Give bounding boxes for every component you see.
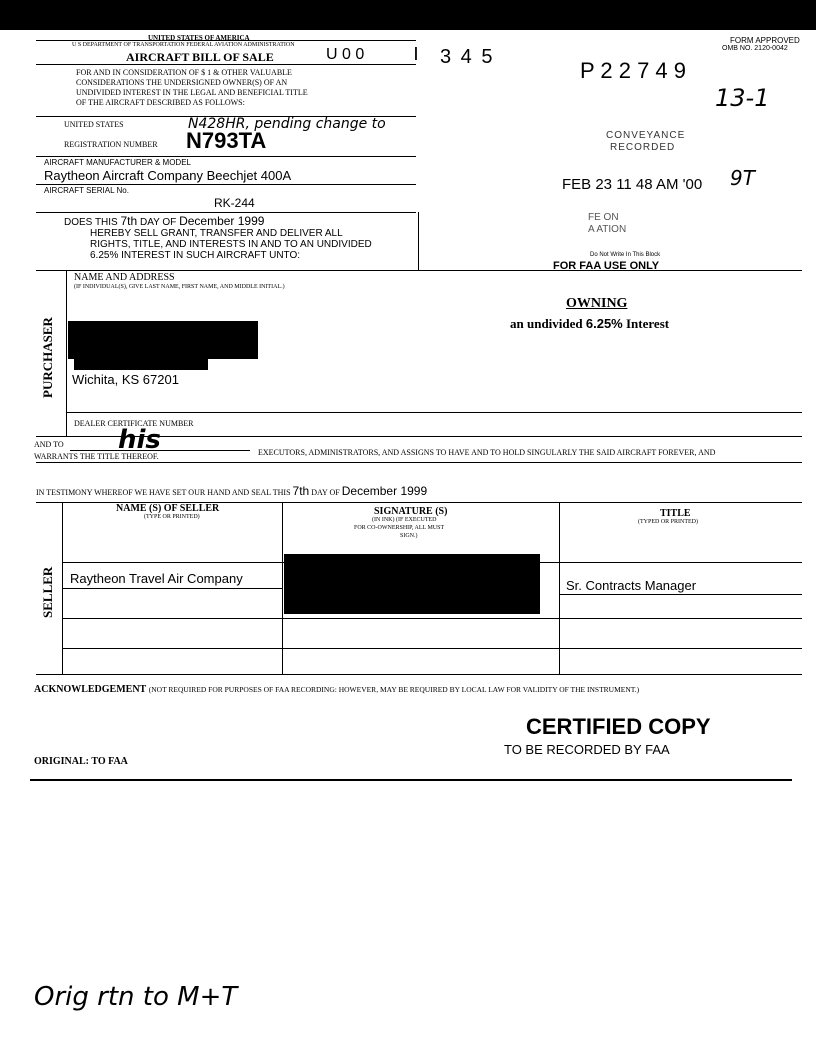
interest-suffix: Interest [626, 316, 670, 331]
serial-top-rule [36, 184, 416, 185]
testimony-day: 7th [292, 484, 310, 498]
redacted-signature [284, 554, 540, 614]
grant-line-4: 6.25% INTEREST IN SUCH AIRCRAFT UNTO: [90, 250, 301, 261]
dealer-top-rule [66, 412, 802, 413]
name-address-hint: (IF INDIVIDUAL(S), GIVE LAST NAME, FIRST NAME, AND MIDDLE INITIAL.) [74, 284, 285, 290]
original-to-faa: ORIGINAL: TO FAA [34, 756, 128, 767]
seller-row-rule-1a [62, 588, 282, 589]
grant-line-1 [64, 214, 264, 228]
header-rule [36, 40, 416, 41]
handwritten-note: Orig rtn to M+T [34, 982, 238, 1012]
agency-line-1: UNITED STATES OF AMERICA [148, 34, 250, 42]
grant-day: 7th [120, 214, 138, 228]
assigns-bottom-rule [36, 462, 802, 463]
consideration-line-1: FOR AND IN CONSIDERATION OF $ 1 & OTHER VALUABLE [76, 68, 292, 77]
grant-line-3: RIGHTS, TITLE, AND INTERESTS IN AND TO AN UNDIVIDED [90, 239, 372, 250]
manufacturer-label: AIRCRAFT MANUFACTURER & MODEL [44, 158, 191, 167]
warrants-title: WARRANTS THE TITLE THEREOF. [34, 452, 159, 461]
col-signature: SIGNATURE (S) [374, 506, 448, 517]
seller-row-rule-3 [62, 648, 802, 649]
footer-rule [30, 779, 792, 781]
registration-number: N793TA [186, 128, 267, 153]
testimony-line [36, 484, 427, 498]
grant-month-year: December 1999 [179, 214, 265, 228]
does-this: DOES THIS [64, 217, 118, 228]
faint-stamp-2: A ATION [588, 224, 627, 235]
and-to-blank [70, 450, 250, 451]
form-title: AIRCRAFT BILL OF SALE [126, 50, 274, 64]
document-number: 3 4 5 [440, 46, 495, 68]
do-not-write: Do Not Write In This Block [590, 252, 661, 258]
name-address-label: NAME AND ADDRESS [74, 272, 175, 283]
seller-bottom-rule [36, 674, 802, 675]
interest-prefix: an undivided [510, 316, 583, 331]
col-signature-hint-1: (IN INK) (IF EXECUTED [372, 517, 437, 523]
seller-title: Sr. Contracts Manager [566, 578, 697, 593]
testimony-month-year: December 1999 [341, 484, 428, 498]
tab-number: 13-1 [715, 84, 770, 112]
certified-copy-subtitle: TO BE RECORDED BY FAA [504, 742, 670, 757]
divider-mark: | [414, 44, 418, 60]
handwritten-his: his [118, 425, 161, 455]
registration-label: REGISTRATION NUMBER [64, 140, 158, 149]
seller-row-rule-1b [559, 594, 802, 595]
col-signature-hint-2: FOR CO-OWNERSHIP, ALL MUST [354, 525, 445, 531]
seller-row-rule-2 [62, 618, 802, 619]
certified-copy-title: CERTIFIED COPY [526, 714, 711, 739]
serial-label: AIRCRAFT SERIAL No. [44, 186, 129, 195]
dealer-label: DEALER CERTIFICATE NUMBER [74, 419, 194, 428]
omb-number: OMB NO. 2120-0042 [722, 45, 788, 52]
consideration-line-4: OF THE AIRCRAFT DESCRIBED AS FOLLOWS: [76, 98, 245, 107]
seller-name: Raytheon Travel Air Company [70, 571, 243, 586]
faint-stamp-1: FE ON [588, 212, 619, 223]
consideration-top-rule [36, 64, 416, 65]
and-to: AND TO [34, 440, 64, 449]
handwritten-year-mark: U 0 0 [326, 46, 365, 63]
date-stamp: FEB 23 11 48 AM '00 [562, 176, 703, 193]
grant-line-2: HEREBY SELL GRANT, TRANSFER AND DELIVER ALL [90, 228, 343, 239]
manufacturer-value: Raytheon Aircraft Company Beechjet 400A [44, 168, 292, 183]
faa-block-divider [418, 212, 419, 270]
acknowledgement-text: (NOT REQUIRED FOR PURPOSES OF FAA RECORDING: HOWEVER, MAY BE REQUIRED BY LOCAL LAW FOR VALIDITY OF THE INSTRUMENT.) [148, 685, 640, 694]
col-signature-hint-3: SIGN.) [400, 533, 418, 539]
testimony-prefix: IN TESTIMONY WHEREOF WE HAVE SET OUR HAND AND SEAL THIS [36, 488, 291, 497]
consideration-line-3: UNDIVIDED INTEREST IN THE LEGAL AND BENEFICIAL TITLE [76, 88, 308, 97]
testimony-day-of: DAY OF [311, 488, 340, 497]
purchaser-top-rule [36, 270, 802, 271]
conveyance-stamp-2: RECORDED [610, 142, 676, 153]
assigns-text: EXECUTORS, ADMINISTRATORS, AND ASSIGNS TO HAVE AND TO HOLD SINGULARLY THE SAID AIRCRAFT FOREVER, AND [258, 448, 716, 457]
consideration-line-2: CONSIDERATIONS THE UNDERSIGNED OWNER(S) OF AN [76, 78, 288, 87]
agency-line-2: U S DEPARTMENT OF TRANSPORTATION FEDERAL AVIATION ADMINISTRATION [72, 42, 295, 48]
col-title-hint: (TYPED OR PRINTED) [638, 519, 698, 525]
form-approved: FORM APPROVED [730, 36, 800, 45]
file-code: P 2 2 7 4 9 [580, 58, 687, 83]
handwritten-registration: N428HR, pending change to [188, 116, 386, 132]
initials: 9T [730, 166, 755, 190]
country-label: UNITED STATES [64, 120, 124, 129]
owning-label: OWNING [566, 296, 628, 311]
col-seller-name-hint: (TYPE OR PRINTED) [144, 514, 200, 520]
seller-side-label: SELLER [40, 566, 55, 618]
grant-top-rule [36, 212, 416, 213]
redacted-purchaser-name [68, 321, 258, 359]
serial-value: RK-244 [214, 196, 255, 210]
conveyance-stamp-1: CONVEYANCE [606, 130, 686, 141]
col-seller-name: NAME (S) OF SELLER [116, 503, 220, 514]
purchaser-city: Wichita, KS 67201 [72, 372, 179, 387]
interest-percent: 6.25% [585, 316, 623, 331]
consideration-text [76, 68, 308, 108]
grant-text [90, 228, 372, 261]
scan-top-border [0, 0, 816, 30]
faa-use-only: FOR FAA USE ONLY [553, 260, 660, 272]
purchaser-side-label: PURCHASER [40, 317, 55, 398]
acknowledgement-label: ACKNOWLEDGEMENT [34, 684, 147, 695]
redacted-purchaser-address [74, 359, 208, 370]
grant-day-of: DAY OF [139, 217, 177, 228]
col-title: TITLE [660, 508, 691, 519]
owning-interest [510, 316, 669, 332]
acknowledgement-line [34, 684, 639, 695]
manufacturer-top-rule [36, 156, 416, 157]
